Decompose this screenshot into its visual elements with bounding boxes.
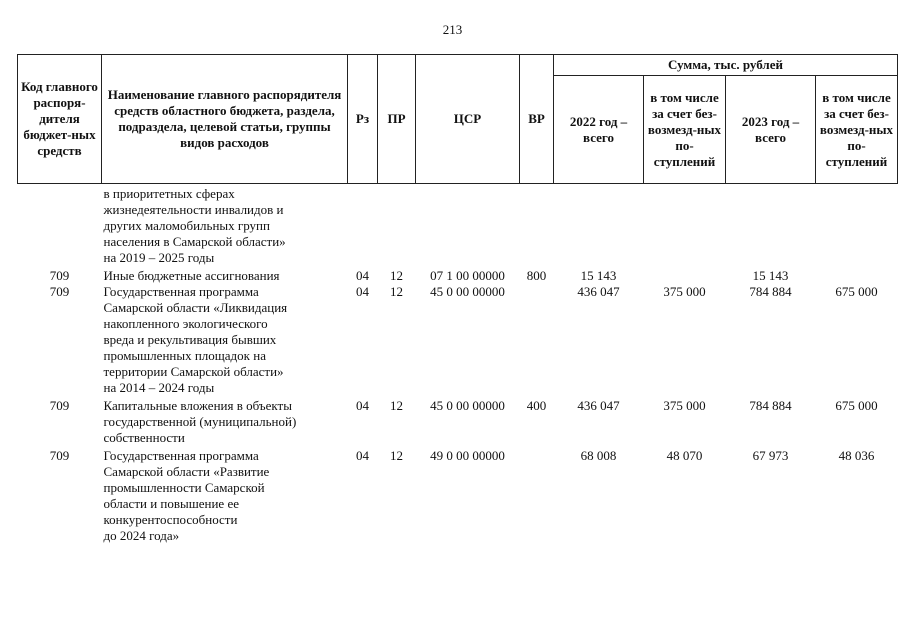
cell-code: 709 [49, 268, 70, 283]
header-code: Код главного распоря-дителя бюджет-ных средств [18, 55, 102, 184]
cell-2022-free: 375 000 [663, 398, 706, 413]
cell-2022-total: 68 008 [580, 448, 617, 463]
cell-rz: 04 [356, 268, 369, 283]
cell-csr: 45 0 00 00000 [430, 284, 505, 299]
cell-code: 709 [49, 448, 70, 463]
header-csr: ЦСР [416, 55, 520, 184]
cell-2023-free: 48 036 [838, 448, 875, 463]
cell-code: 709 [49, 284, 70, 299]
cell-vr [520, 284, 554, 396]
cell-2022-free: 375 000 [663, 284, 706, 299]
cell-rz [348, 184, 378, 267]
budget-table [17, 54, 898, 544]
header-2022-free: в том числе за счет без-возмезд-ных по-ступлений [644, 76, 726, 184]
cell-2022-free [644, 184, 726, 267]
cell-rz: 04 [356, 284, 369, 299]
header-row-1 [18, 55, 898, 76]
cell-vr [520, 184, 554, 267]
cell-2023-total: 15 143 [752, 268, 789, 283]
cell-name: Капитальные вложения в объекты государственной (муниципальной) собственности [103, 398, 297, 445]
cell-pr: 12 [390, 398, 403, 413]
header-pr: ПР [378, 55, 416, 184]
table-row [18, 398, 898, 446]
cell-2022-total: 436 047 [577, 284, 620, 299]
cell-2023-free: 675 000 [835, 398, 878, 413]
cell-2023-total: 784 884 [749, 284, 792, 299]
cell-2023-total: 67 973 [752, 448, 789, 463]
table-row [18, 448, 898, 544]
cell-2023-free [816, 268, 898, 284]
header-2022-total: 2022 год – всего [554, 76, 644, 184]
cell-rz: 04 [356, 448, 369, 463]
cell-code: 709 [49, 398, 70, 413]
cell-2022-free: 48 070 [666, 448, 703, 463]
cell-2023-free: 675 000 [835, 284, 878, 299]
cell-name: Иные бюджетные ассигнования [103, 268, 280, 283]
cell-csr [416, 184, 520, 267]
cell-2022-total: 436 047 [577, 398, 620, 413]
cell-2023-total [726, 184, 816, 267]
cell-name: в приоритетных сферах жизнедеятельности инвалидов и других маломобильных групп населения в Самарской области» на 2019 – 2025 годы [103, 186, 286, 265]
cell-pr: 12 [390, 284, 403, 299]
cell-csr: 49 0 00 00000 [430, 448, 505, 463]
cell-vr [520, 448, 554, 544]
header-2023-total: 2023 год – всего [726, 76, 816, 184]
cell-rz: 04 [356, 398, 369, 413]
table-row [18, 268, 898, 284]
cell-code [18, 184, 102, 267]
cell-2023-free [816, 184, 898, 267]
cell-pr: 12 [390, 448, 403, 463]
cell-2023-total: 784 884 [749, 398, 792, 413]
header-name: Наименование главного распорядителя средств областного бюджета, раздела, подраздела, целевой статьи, группы видов расходов [102, 55, 348, 184]
page-number: 213 [442, 22, 463, 37]
cell-pr [378, 184, 416, 267]
cell-vr: 400 [526, 398, 547, 413]
cell-csr: 45 0 00 00000 [430, 398, 505, 413]
cell-pr: 12 [390, 268, 403, 283]
header-2023-free: в том числе за счет без-возмезд-ных по-ступлений [816, 76, 898, 184]
cell-2022-total: 15 143 [580, 268, 617, 283]
cell-name: Государственная программа Самарской области «Развитие промышленности Самарской области и повышение ее конкурентоспособности до 2024 года» [103, 448, 270, 543]
header-sum: Сумма, тыс. рублей [554, 55, 898, 76]
cell-vr: 800 [526, 268, 547, 283]
cell-2022-free [644, 268, 726, 284]
header-rz: Рз [348, 55, 378, 184]
cell-csr: 07 1 00 00000 [430, 268, 505, 283]
cell-name: Государственная программа Самарской области «Ликвидация накопленного экологического вреда и рекультивация бывших промышленных площадок на территории Самарской области» на 2014 – 2024 годы [103, 284, 288, 395]
header-vr: ВР [520, 55, 554, 184]
table-row [18, 284, 898, 396]
table-row [18, 184, 898, 267]
cell-2022-total [554, 184, 644, 267]
